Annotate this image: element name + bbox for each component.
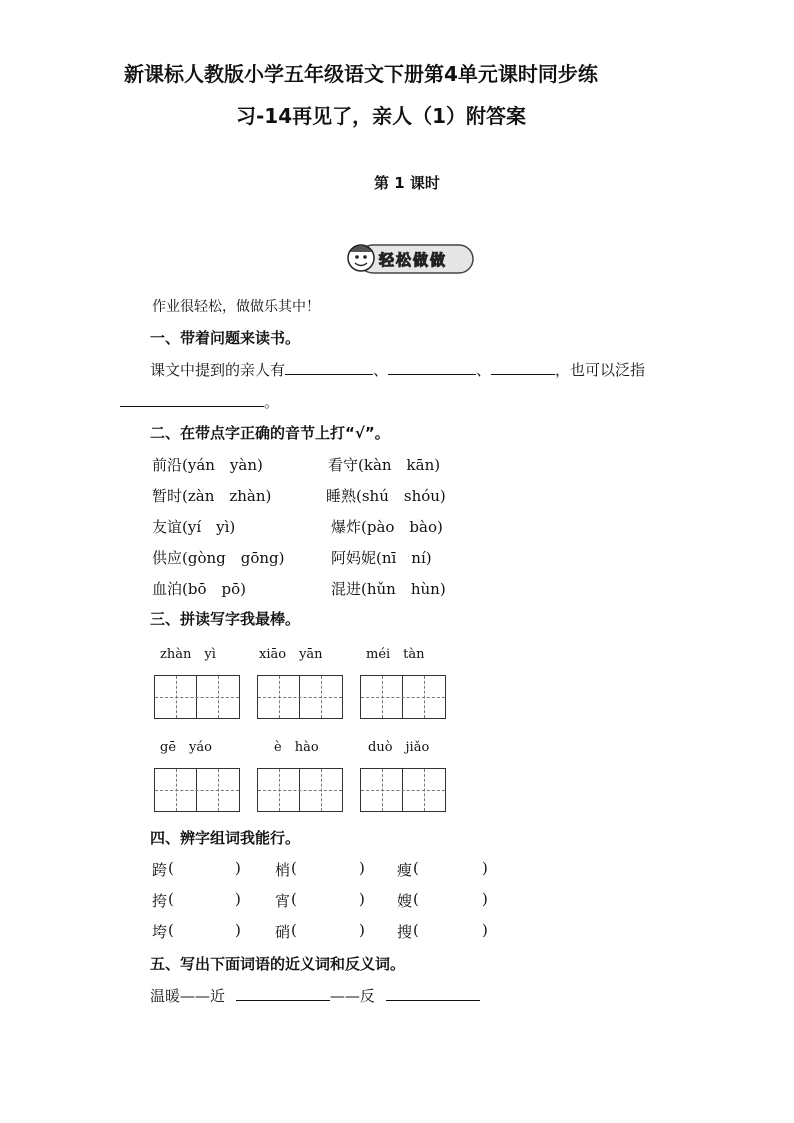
q2-item: 爆炸(pào bào) [331, 518, 443, 536]
q1-blank-4[interactable] [120, 391, 264, 407]
intro-text: 作业很轻松，做做乐其中！ [152, 299, 320, 315]
q5-anti-blank[interactable] [386, 985, 480, 1001]
q1-line-2 [120, 391, 279, 412]
q2-item: 血泊(bō pō) [152, 580, 246, 598]
q3-pinyin: duò jiǎo [368, 740, 430, 755]
q3-pinyin: xiāo yān [259, 647, 323, 662]
q3-pinyin: méi tàn [366, 647, 425, 662]
writing-grid[interactable] [360, 675, 446, 719]
q3-pinyin: gē yáo [160, 740, 212, 755]
q1-sep-2: 、 [476, 361, 492, 379]
q2-item: 前沿(yán yàn) [152, 456, 263, 474]
q3-pinyin: è hào [274, 740, 319, 755]
q4-open-paren: ( [291, 890, 297, 908]
q2-item: 混进(hǔn hùn) [331, 580, 446, 598]
q1-sep-1: 、 [373, 361, 389, 379]
q2-item: 看守(kàn kān) [328, 456, 441, 474]
q5-heading: 五、写出下面词语的近义词和反义词。 [150, 955, 406, 973]
q2-item: 友谊(yí yì) [152, 518, 236, 536]
q4-close-paren: ) [482, 859, 488, 877]
writing-grid[interactable] [257, 768, 343, 812]
q3-pinyin: zhàn yì [160, 647, 216, 662]
q4-open-paren: ( [168, 859, 174, 877]
q5-near-blank[interactable] [236, 985, 330, 1001]
q1-blank-1[interactable] [285, 359, 373, 375]
writing-grid[interactable] [154, 675, 240, 719]
writing-grid[interactable] [154, 768, 240, 812]
q1-text-start: 课文中提到的亲人有 [150, 361, 286, 379]
q2-item: 睡熟(shú shóu) [326, 487, 446, 505]
q5-word: 温暖 [150, 987, 181, 1005]
q4-open-paren: ( [413, 921, 419, 939]
q4-char: 挎 [152, 892, 168, 910]
q2-heading: 二、在带点字正确的音节上打“√”。 [150, 424, 390, 442]
q5-anti-label: ——反 [329, 987, 375, 1005]
q4-char: 宵 [275, 892, 291, 910]
q4-char: 搜 [397, 923, 413, 941]
q3-heading: 三、拼读写字我最棒。 [150, 610, 301, 628]
q4-open-paren: ( [168, 890, 174, 908]
q2-item: 阿妈妮(nī ní) [331, 549, 432, 567]
q4-close-paren: ) [359, 921, 365, 939]
q4-heading: 四、辨字组词我能行。 [150, 829, 301, 847]
q4-open-paren: ( [291, 859, 297, 877]
lesson-label: 第 1 课时 [374, 174, 440, 192]
q1-text-mid: ，也可以泛指 [555, 361, 646, 379]
q4-close-paren: ) [359, 859, 365, 877]
q4-char: 跨 [152, 861, 168, 879]
q2-item: 供应(gòng gōng) [152, 549, 285, 567]
q4-char: 梢 [275, 861, 291, 879]
q4-char: 嫂 [397, 892, 413, 910]
q1-blank-2[interactable] [388, 359, 476, 375]
q2-item: 暂时(zàn zhàn) [152, 487, 272, 505]
q4-close-paren: ) [482, 890, 488, 908]
q4-close-paren: ) [482, 921, 488, 939]
q4-close-paren: ) [235, 921, 241, 939]
q1-heading: 一、带着问题来读书。 [150, 329, 301, 347]
q1-blank-3[interactable] [491, 359, 555, 375]
writing-grid[interactable] [360, 768, 446, 812]
q1-text-end: 。 [264, 393, 280, 411]
q4-close-paren: ) [235, 890, 241, 908]
q5-line [150, 985, 480, 1006]
q4-close-paren: ) [235, 859, 241, 877]
q4-open-paren: ( [413, 890, 419, 908]
q4-open-paren: ( [291, 921, 297, 939]
q4-close-paren: ) [359, 890, 365, 908]
q4-open-paren: ( [413, 859, 419, 877]
writing-grid[interactable] [257, 675, 343, 719]
q4-char: 瘦 [397, 861, 413, 879]
q1-line-1 [150, 359, 645, 380]
title-line-1: 新课标人教版小学五年级语文下册第4单元课时同步练 [124, 62, 598, 86]
q5-near-label: ——近 [180, 987, 226, 1005]
q4-char: 硝 [275, 923, 291, 941]
q4-open-paren: ( [168, 921, 174, 939]
title-line-2: 习-14再见了，亲人（1）附答案 [236, 104, 527, 128]
q4-char: 垮 [152, 923, 168, 941]
easy-practice-badge [343, 240, 475, 276]
badge-text: 轻松做做 [379, 251, 448, 269]
